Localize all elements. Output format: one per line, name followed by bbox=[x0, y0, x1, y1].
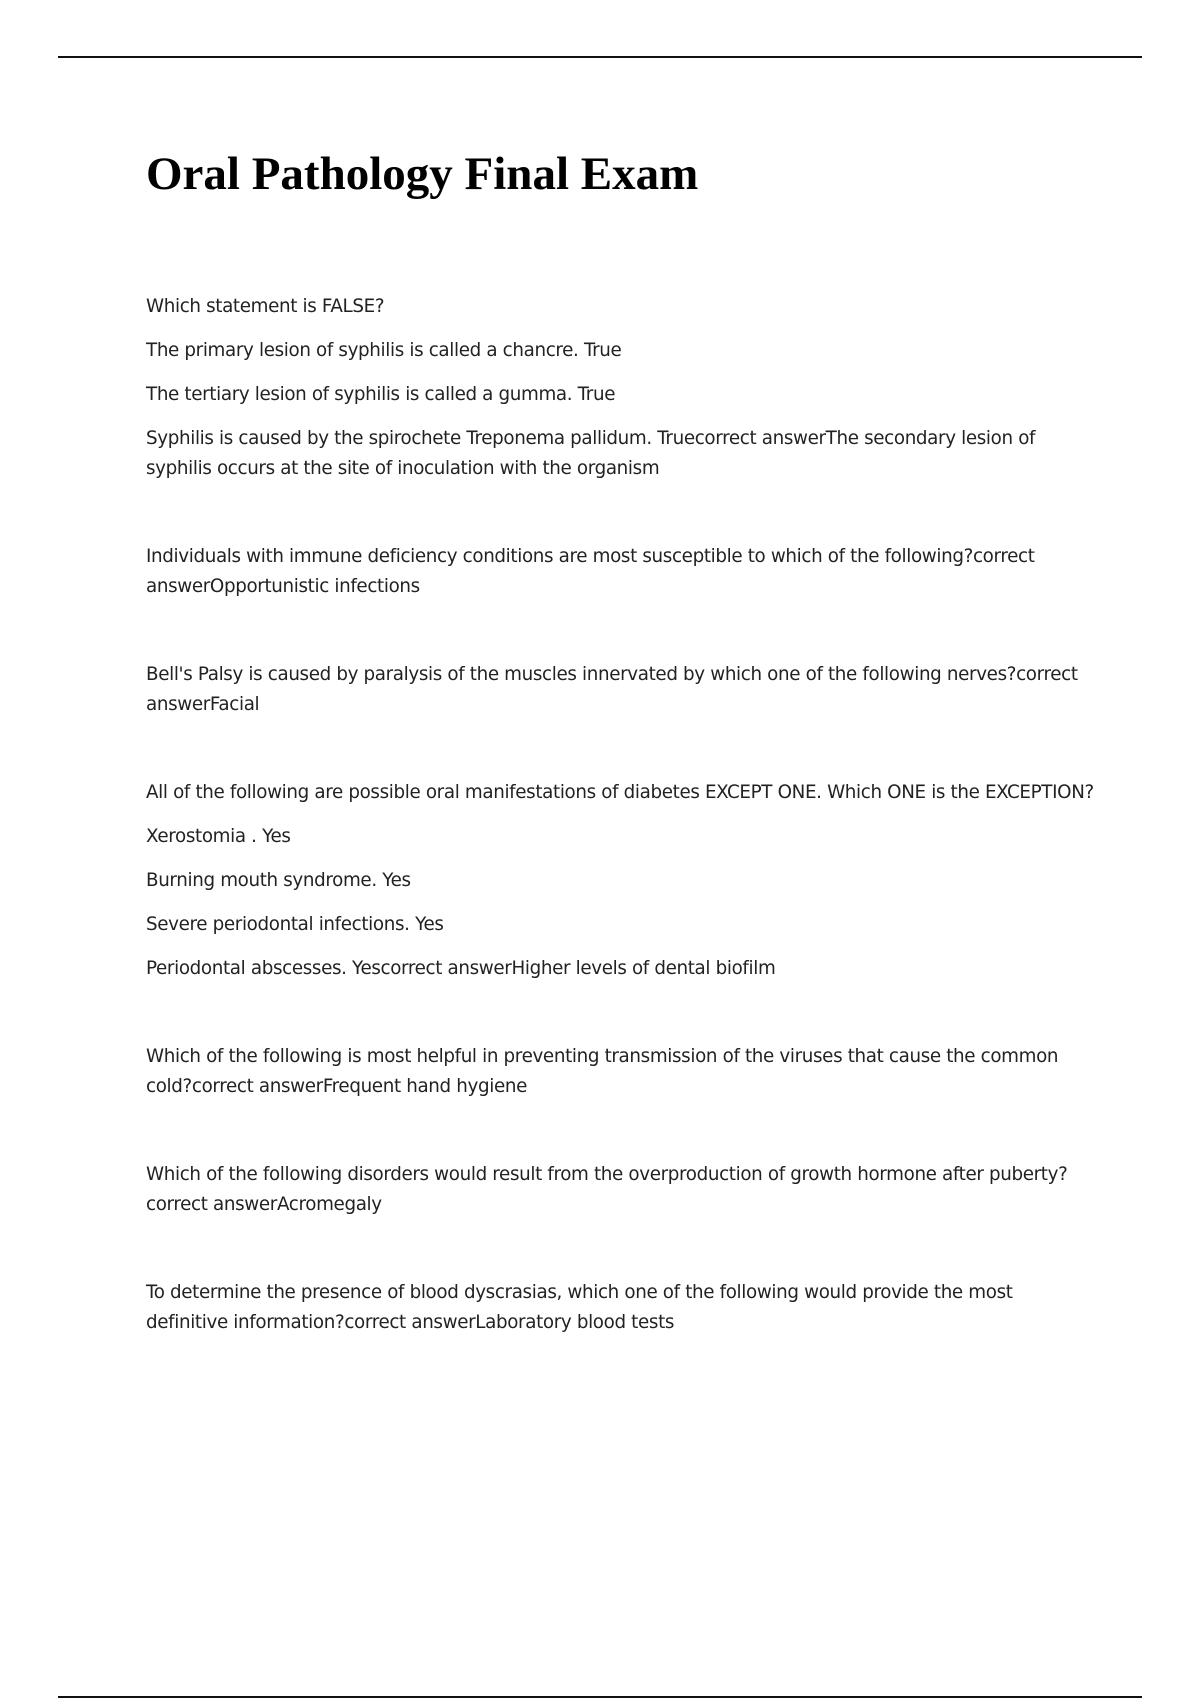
question-text: Which statement is FALSE? bbox=[146, 296, 385, 317]
question-text: Individuals with immune deficiency conditions are most susceptible to which of the following?correct answerOpportunistic infections bbox=[146, 546, 1035, 597]
question-block bbox=[146, 292, 1096, 484]
question-block bbox=[146, 1042, 1096, 1102]
question-line: The tertiary lesion of syphilis is called a gumma. True bbox=[146, 384, 616, 405]
question-line: The primary lesion of syphilis is called a chancre. True bbox=[146, 340, 622, 361]
document-title: Oral Pathology Final Exam bbox=[146, 148, 699, 200]
question-text: All of the following are possible oral manifestations of diabetes EXCEPT ONE. Which ONE is the EXCEPTION? bbox=[146, 782, 1094, 803]
question-line: Periodontal abscesses. Yescorrect answerHigher levels of dental biofilm bbox=[146, 958, 776, 979]
question-text: Which of the following is most helpful in preventing transmission of the viruses that cause the common cold?correct answerFrequent hand hygiene bbox=[146, 1046, 1059, 1097]
question-line: Severe periodontal infections. Yes bbox=[146, 914, 444, 935]
question-block bbox=[146, 778, 1096, 984]
top-divider bbox=[58, 56, 1142, 58]
questions-list bbox=[146, 292, 1096, 1396]
question-block bbox=[146, 1278, 1096, 1338]
question-block bbox=[146, 542, 1096, 602]
question-line: Syphilis is caused by the spirochete Treponema pallidum. Truecorrect answerThe secondary lesion of syphilis occurs at the site of inoculation with the organism bbox=[146, 428, 1036, 479]
question-line: Burning mouth syndrome. Yes bbox=[146, 870, 411, 891]
question-block bbox=[146, 1160, 1096, 1220]
question-line: Xerostomia . Yes bbox=[146, 826, 291, 847]
question-text: Bell's Palsy is caused by paralysis of the muscles innervated by which one of the following nerves?correct answerFacial bbox=[146, 664, 1078, 715]
bottom-divider bbox=[58, 1696, 1142, 1698]
question-text: To determine the presence of blood dyscrasias, which one of the following would provide the most definitive information?correct answerLaboratory blood tests bbox=[146, 1282, 1013, 1333]
question-text: Which of the following disorders would result from the overproduction of growth hormone after puberty?correct answerAcromegaly bbox=[146, 1164, 1068, 1215]
question-block bbox=[146, 660, 1096, 720]
